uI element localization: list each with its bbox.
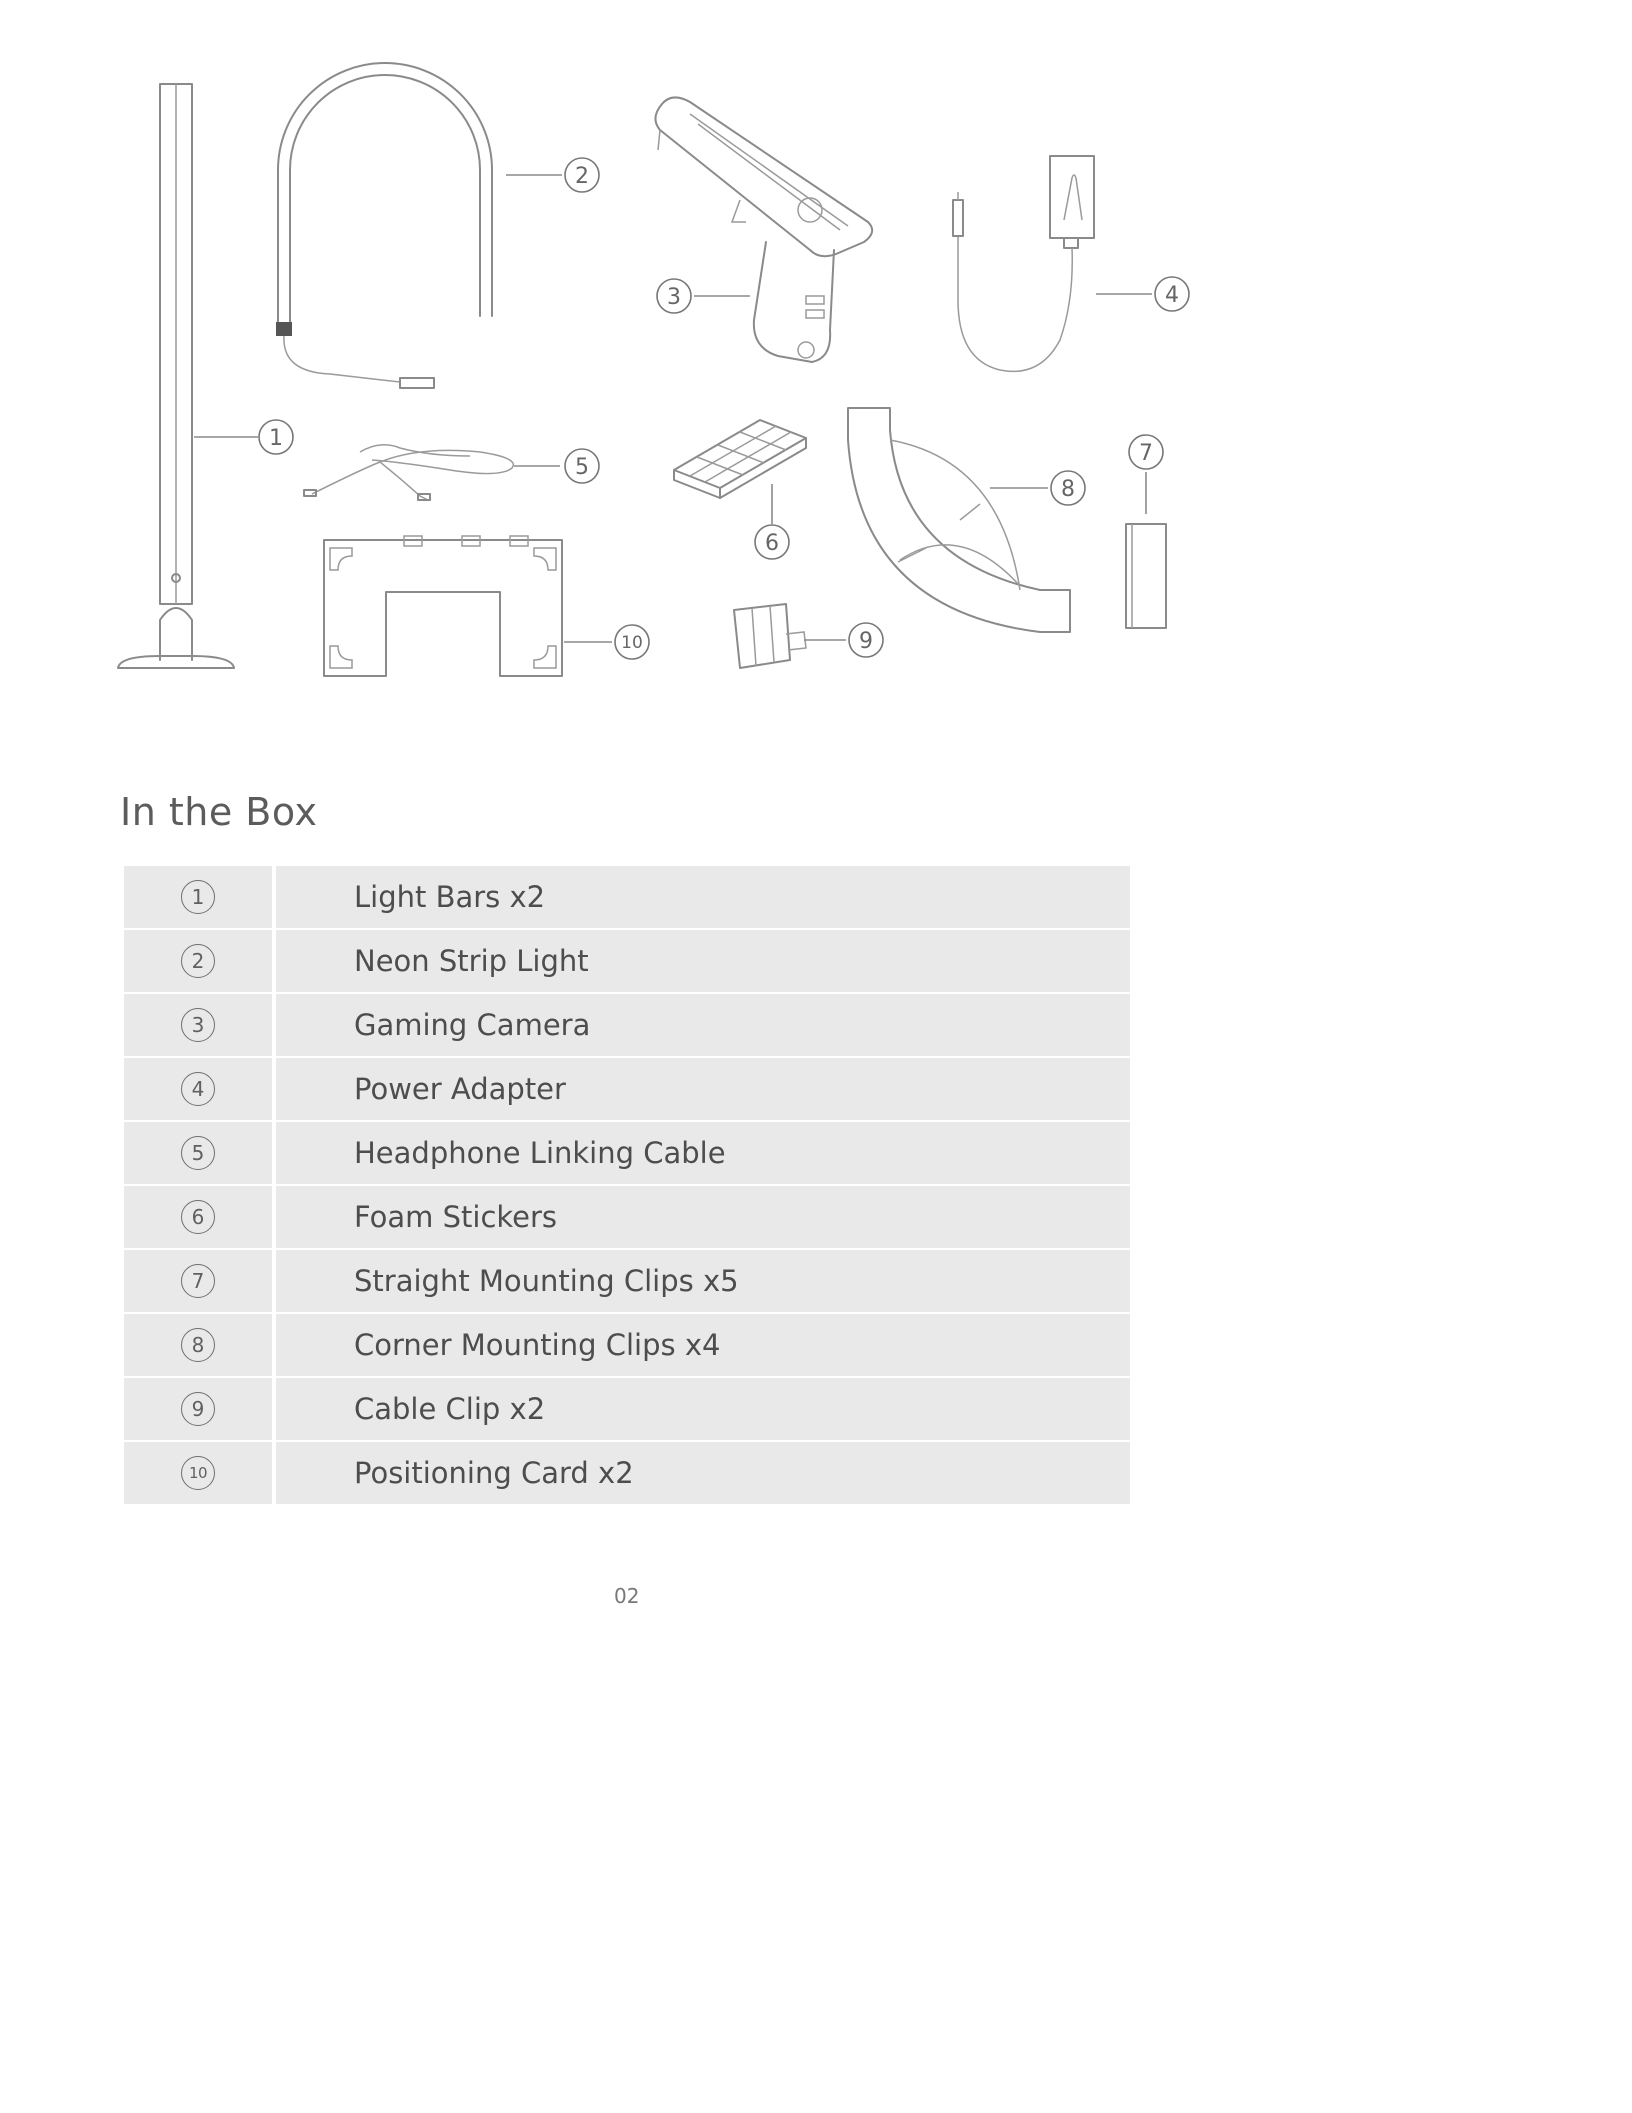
item-number-cell [124,1250,276,1312]
item-name: Headphone Linking Cable [276,1122,1130,1184]
straight-clip-illustration [1126,435,1166,628]
item-number: 1 [181,880,215,914]
item-number: 2 [181,944,215,978]
section-title: In the Box [120,790,318,834]
item-name: Light Bars x2 [276,866,1130,928]
svg-text:7: 7 [1139,441,1153,466]
item-number: 3 [181,1008,215,1042]
table-row [124,1122,1130,1184]
svg-text:2: 2 [575,164,589,189]
box-contents-illustration [0,0,1632,720]
power-adapter-illustration [953,156,1189,371]
item-number-cell [124,1314,276,1376]
item-number: 8 [181,1328,215,1362]
item-number: 10 [181,1456,215,1490]
item-name: Power Adapter [276,1058,1130,1120]
table-row [124,1378,1130,1440]
svg-text:8: 8 [1061,477,1075,502]
table-row [124,866,1130,928]
item-number-cell [124,866,276,928]
item-number: 9 [181,1392,215,1426]
cable-clip-illustration [734,604,883,668]
svg-text:1: 1 [269,426,283,451]
foam-stickers-illustration [674,420,806,559]
item-number: 5 [181,1136,215,1170]
table-row [124,1314,1130,1376]
neon-strip-illustration [276,63,599,388]
page-number: 02 [614,1584,640,1608]
gaming-camera-illustration [655,97,872,362]
svg-text:10: 10 [621,633,643,653]
table-row [124,1442,1130,1504]
item-name: Straight Mounting Clips x5 [276,1250,1130,1312]
item-number-cell [124,1378,276,1440]
table-row [124,930,1130,992]
svg-text:5: 5 [575,455,589,480]
item-name: Corner Mounting Clips x4 [276,1314,1130,1376]
light-bar-illustration [118,84,293,668]
item-name: Neon Strip Light [276,930,1130,992]
table-row [124,1186,1130,1248]
table-row [124,1250,1130,1312]
item-name: Cable Clip x2 [276,1378,1130,1440]
item-number-cell [124,1186,276,1248]
headphone-cable-illustration [304,445,599,500]
svg-text:4: 4 [1165,283,1179,308]
item-number-cell [124,930,276,992]
svg-text:3: 3 [667,285,681,310]
box-contents-table [124,864,1130,1506]
item-number-cell [124,1058,276,1120]
item-name: Positioning Card x2 [276,1442,1130,1504]
item-name: Foam Stickers [276,1186,1130,1248]
svg-text:6: 6 [765,531,779,556]
item-name: Gaming Camera [276,994,1130,1056]
item-number-cell [124,1122,276,1184]
corner-clip-illustration [848,408,1085,632]
table-row [124,994,1130,1056]
item-number-cell [124,1442,276,1504]
item-number-cell [124,994,276,1056]
item-number: 6 [181,1200,215,1234]
table-row [124,1058,1130,1120]
svg-text:9: 9 [859,629,873,654]
item-number: 4 [181,1072,215,1106]
positioning-card-illustration [324,536,649,676]
item-number: 7 [181,1264,215,1298]
